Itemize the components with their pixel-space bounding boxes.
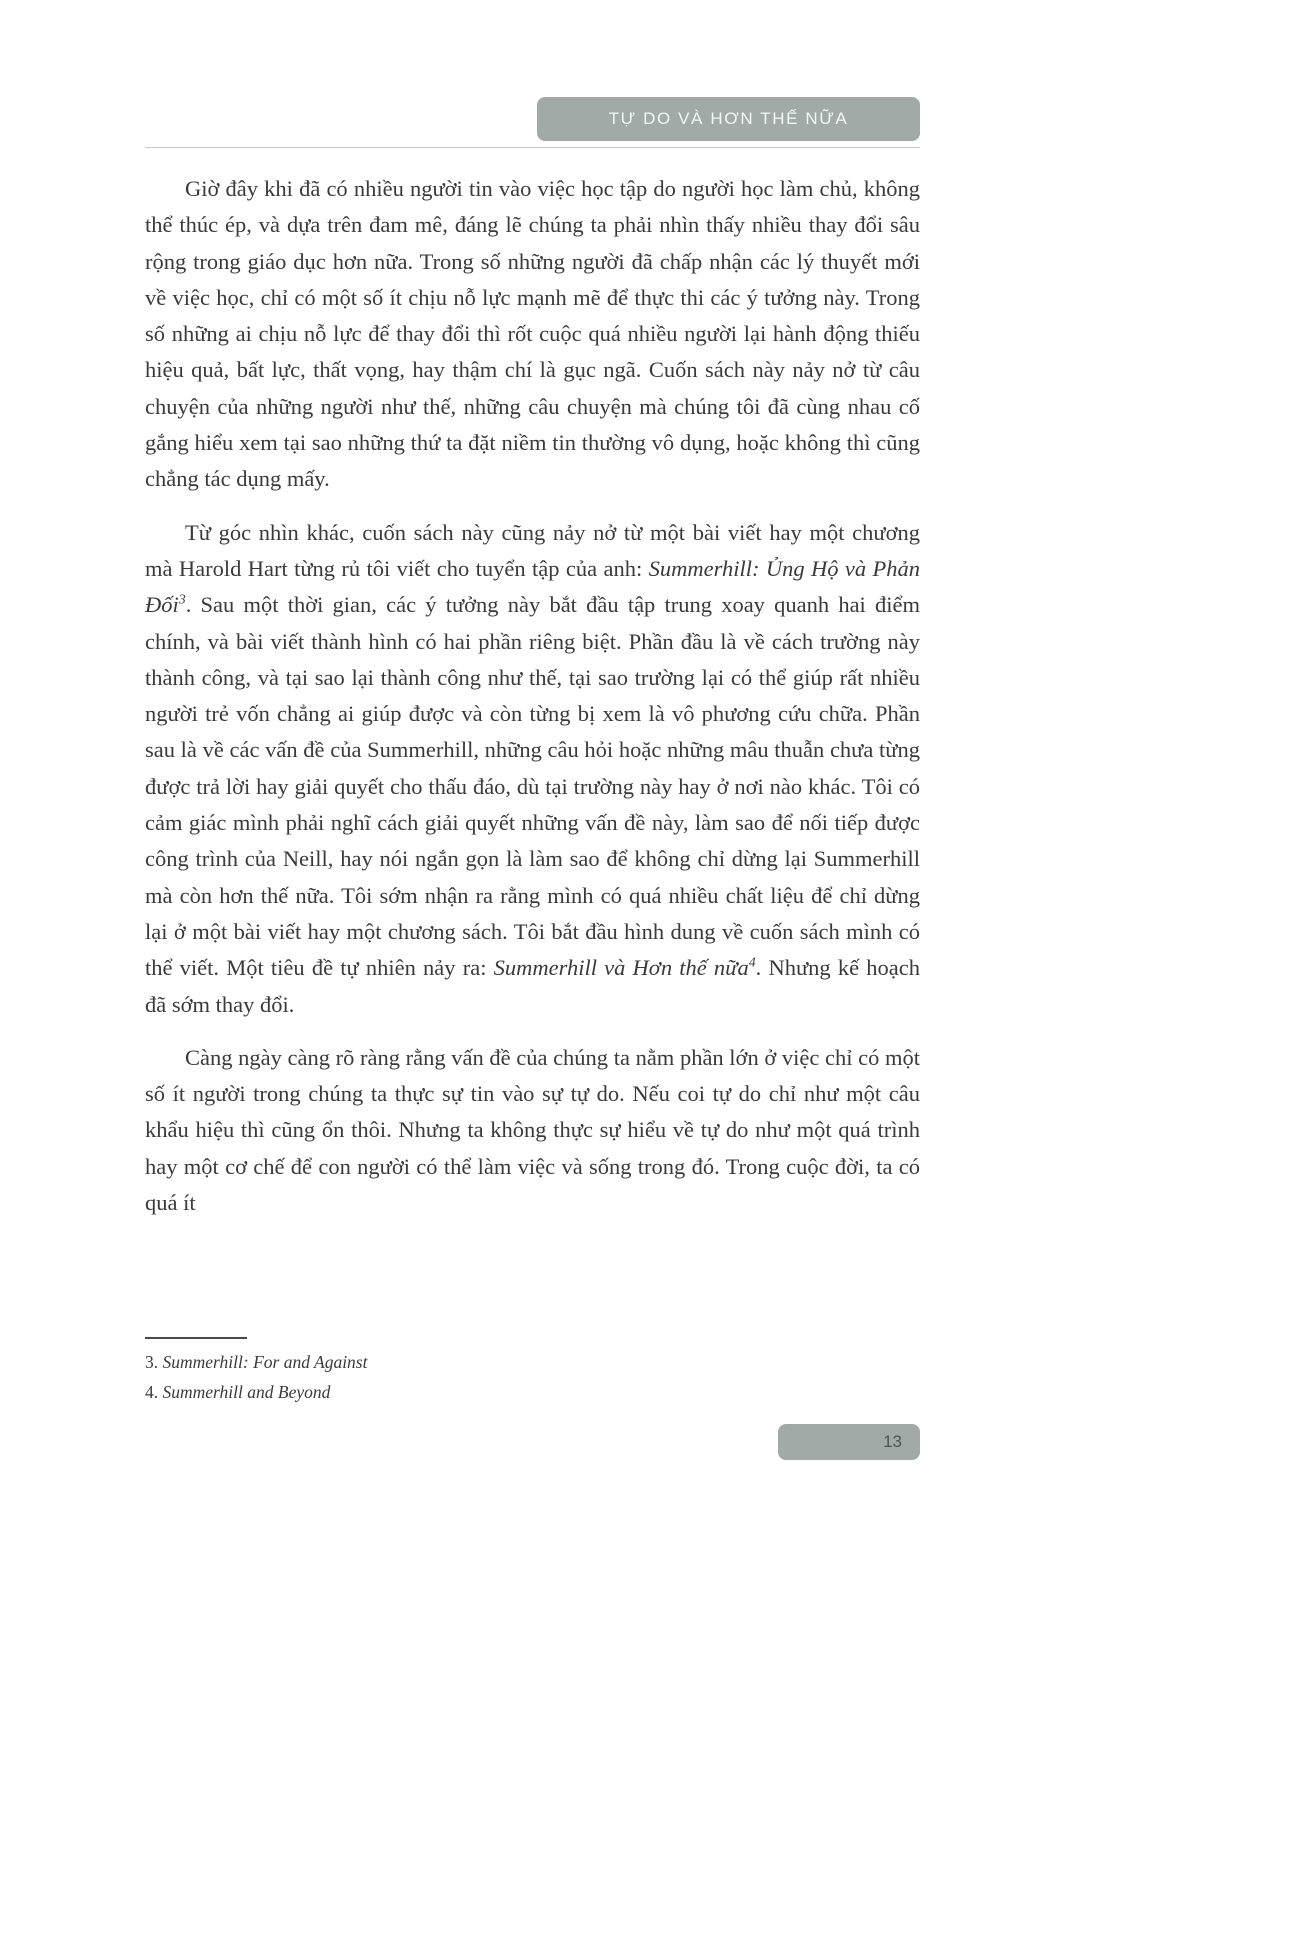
text-segment: Từ góc nhìn khác, cuốn sách này cũng nảy nở từ một bài viết hay một chương mà Harold Hart từng rủ tôi viết cho tuyển tập của anh: — [145, 519, 920, 581]
footnote — [145, 1377, 785, 1407]
footnote-reference: 4 — [748, 955, 756, 971]
footnote-reference: 3 — [178, 592, 186, 608]
header-divider — [145, 147, 920, 148]
footnote-text: Summerhill and Beyond — [162, 1382, 331, 1402]
italic-text: Summerhill: Ủng Hộ và Phản Đối — [145, 555, 920, 618]
text-segment: . Sau một thời gian, các ý tưởng này bắt đầu tập trung xoay quanh hai điểm chính, và bài viết thành hình có hai phần riêng biệt. Phần đầu là về cách trường này thành công, và tại sao lại thành công như thế, tại sao trường lại có thể giúp rất nhiều người trẻ vốn chẳng ai giúp được và còn từng bị xem là vô phương cứu chữa. Phần sau là về các vấn đề của Summerhill, những câu hỏi hoặc những mâu thuẫn chưa từng được trả lời hay giải quyết cho thấu đáo, dù tại trường này hay ở nơi nào khác. Tôi có cảm giác mình phải nghĩ cách giải quyết những vấn đề này, làm sao để nối tiếp được công trình của Neill, hay nói ngắn gọn là làm sao để không chỉ dừng lại Summerhill mà còn hơn thế nữa. Tôi sớm nhận ra rằng mình có quá nhiều chất liệu để chỉ dừng lại ở một bài viết hay một chương sách. Tôi bắt đầu hình dung về cuốn sách mình có thể viết. Một tiêu đề tự nhiên nảy ra: — [145, 592, 920, 981]
footnote-number: 3. — [145, 1352, 163, 1372]
page-header-bar — [537, 97, 920, 141]
footnote-divider — [145, 1337, 247, 1339]
page-number: 13 — [883, 1432, 902, 1451]
footnote — [145, 1347, 785, 1377]
footnotes — [145, 1347, 785, 1407]
footnote-number: 4. — [145, 1382, 163, 1402]
footnote-text: Summerhill: For and Against — [162, 1352, 368, 1372]
italic-text: Summerhill và Hơn thế nữa — [493, 955, 749, 981]
paragraph — [145, 515, 920, 1023]
paragraph — [145, 1040, 920, 1221]
text-segment: Càng ngày càng rõ ràng rằng vấn đề của chúng ta nằm phần lớn ở việc chỉ có một số ít người trong chúng ta thực sự tin vào sự tự do. Nếu coi tự do chỉ như một câu khẩu hiệu thì cũng ổn thôi. Nhưng ta không thực sự hiểu về tự do như một quá trình hay một cơ chế để con người có thể làm việc và sống trong đó. Trong cuộc đời, ta có quá ít — [145, 1044, 920, 1216]
page-footer-bar — [778, 1424, 920, 1460]
text-segment: . Nhưng kế hoạch đã sớm thay đổi. — [145, 955, 920, 1017]
running-head-title: TỰ DO VÀ HƠN THẾ NỮA — [608, 109, 849, 128]
text-segment: Giờ đây khi đã có nhiều người tin vào việc học tập do người học làm chủ, không thể thúc ép, và dựa trên đam mê, đáng lẽ chúng ta phải nhìn thấy nhiều thay đổi sâu rộng trong giáo dục hơn nữa. Trong số những người đã chấp nhận các lý thuyết mới về việc học, chỉ có một số ít chịu nỗ lực mạnh mẽ để thực thi các ý tưởng này. Trong số những ai chịu nỗ lực để thay đổi thì rốt cuộc quá nhiều người lại hành động thiếu hiệu quả, bất lực, thất vọng, hay thậm chí là gục ngã. Cuốn sách này nảy nở từ câu chuyện của những người như thế, những câu chuyện mà chúng tôi đã cùng nhau cố gắng hiểu xem tại sao những thứ ta đặt niềm tin thường vô dụng, hoặc không thì cũng chẳng tác dụng mấy. — [145, 176, 920, 492]
paragraph — [145, 171, 920, 498]
body-text — [145, 171, 920, 1221]
